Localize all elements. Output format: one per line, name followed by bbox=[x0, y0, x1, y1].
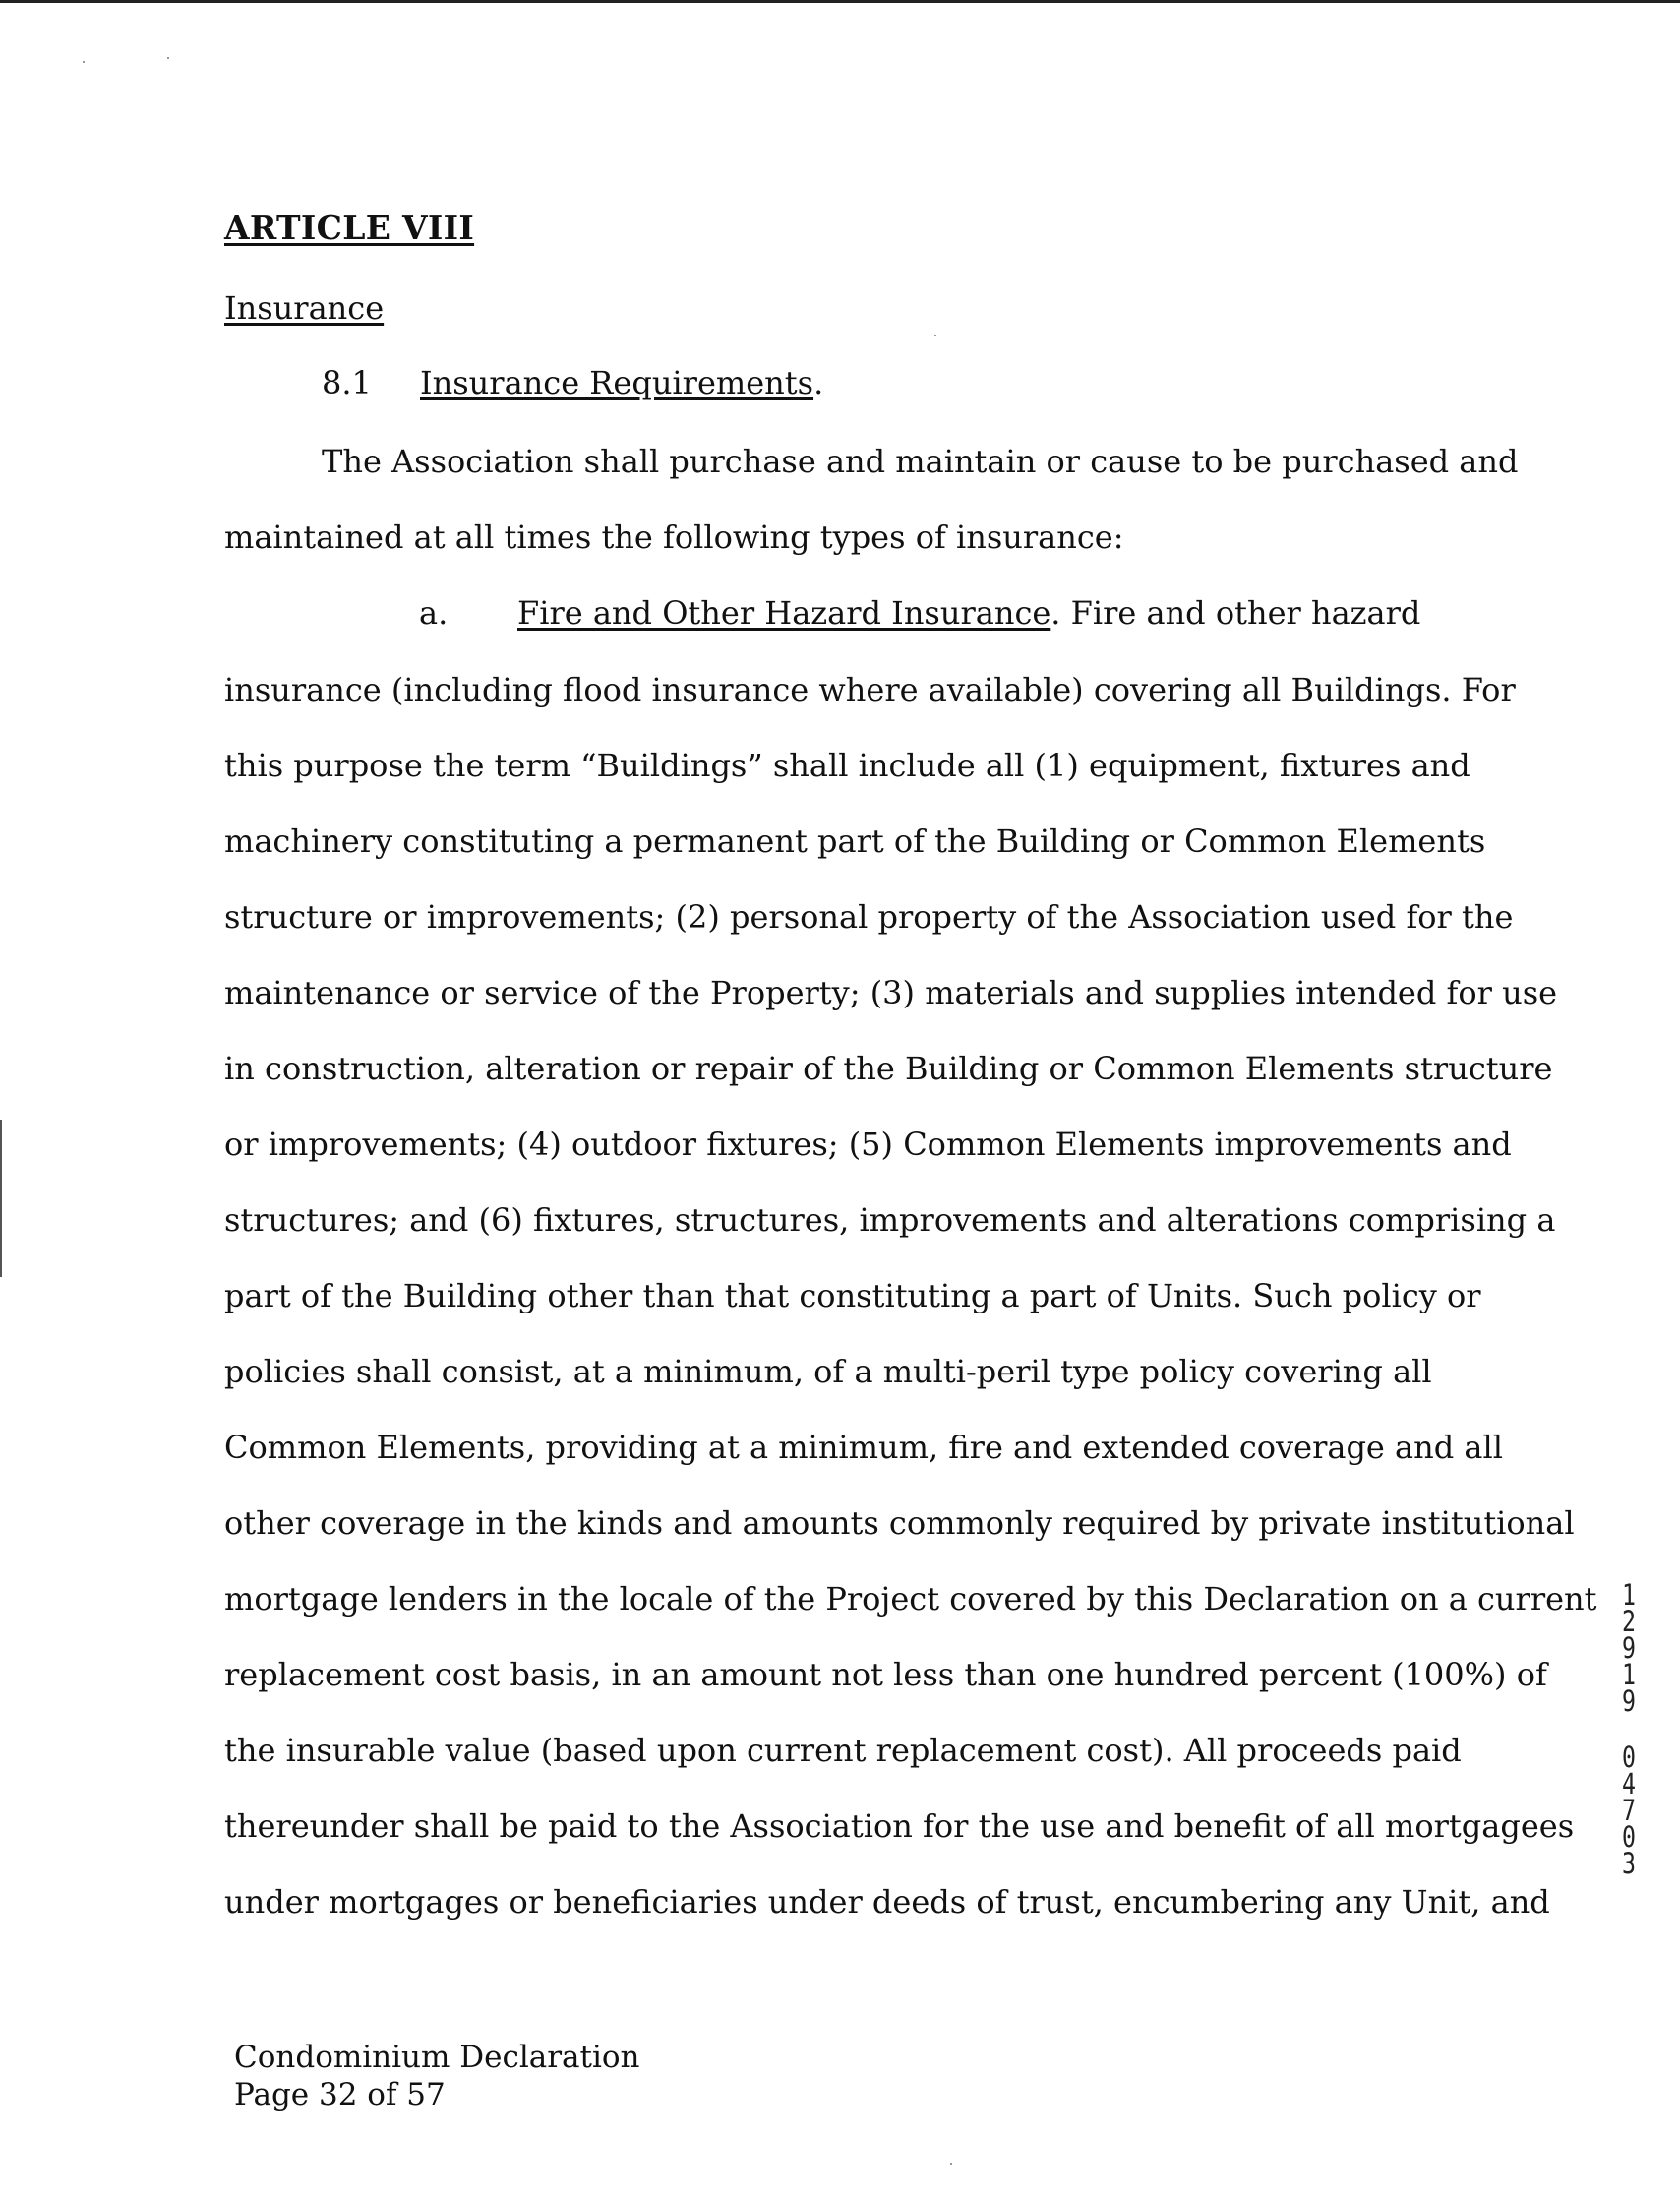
footer-document-title: Condominium Declaration bbox=[234, 2040, 640, 2075]
stamp-digit: 4 bbox=[1622, 1767, 1636, 1801]
stamp-digit: 9 bbox=[1622, 1631, 1636, 1665]
body-line: structures; and (6) fixtures, structures, improvements and alterations comprising a bbox=[224, 1201, 1556, 1239]
scan-speck bbox=[167, 57, 169, 59]
stamp-digit: 1 bbox=[1622, 1578, 1636, 1612]
stamp-digit: 2 bbox=[1622, 1605, 1636, 1638]
scan-speck bbox=[83, 61, 85, 63]
section-title-punct: . bbox=[813, 364, 824, 401]
body-line: Common Elements, providing at a minimum, fire and extended coverage and all bbox=[224, 1429, 1503, 1466]
body-line: machinery constituting a permanent part of the Building or Common Elements bbox=[224, 823, 1486, 860]
stamp-digit: 3 bbox=[1622, 1847, 1636, 1880]
body-line: maintenance or service of the Property; (3) materials and supplies intended for use bbox=[224, 974, 1558, 1011]
body-line: replacement cost basis, in an amount not less than one hundred percent (100%) of bbox=[224, 1656, 1547, 1693]
body-line: in construction, alteration or repair of the Building or Common Elements structure bbox=[224, 1050, 1553, 1087]
body-line: other coverage in the kinds and amounts commonly required by private institutional bbox=[224, 1504, 1575, 1542]
stamp-digit: 0 bbox=[1622, 1740, 1636, 1774]
footer-page-number: Page 32 of 57 bbox=[234, 2077, 446, 2112]
scan-edge-mark bbox=[0, 1120, 2, 1277]
page-footer bbox=[234, 2039, 640, 2113]
body-line: mortgage lenders in the locale of the Project covered by this Declaration on a current bbox=[224, 1580, 1597, 1618]
item-a-heading bbox=[419, 589, 1421, 637]
section-number: 8.1 bbox=[322, 364, 372, 401]
body-line: this purpose the term “Buildings” shall include all (1) equipment, fixtures and bbox=[224, 747, 1470, 784]
item-a-title: Fire and Other Hazard Insurance bbox=[517, 594, 1051, 632]
body-line: part of the Building other than that constituting a part of Units. Such policy or bbox=[224, 1277, 1481, 1314]
intro-line: maintained at all times the following types of insurance: bbox=[224, 519, 1124, 556]
intro-line: The Association shall purchase and maintain or cause to be purchased and bbox=[322, 443, 1519, 480]
scan-top-border bbox=[0, 0, 1680, 3]
body-line: under mortgages or beneficiaries under deeds of trust, encumbering any Unit, and bbox=[224, 1883, 1550, 1921]
item-a-text: . Fire and other hazard bbox=[1050, 594, 1421, 632]
scan-speck bbox=[950, 2163, 952, 2165]
recording-number-stamp bbox=[1615, 1578, 1644, 1880]
item-a-label: a. bbox=[419, 594, 449, 632]
section-heading bbox=[322, 364, 823, 401]
article-heading: ARTICLE VIII bbox=[224, 209, 475, 247]
section-title: Insurance Requirements bbox=[420, 364, 814, 401]
scan-speck bbox=[934, 335, 936, 336]
stamp-digit: 9 bbox=[1622, 1684, 1636, 1718]
body-line: insurance (including flood insurance where available) covering all Buildings. For bbox=[224, 671, 1516, 708]
body-line: policies shall consist, at a minimum, of a multi-peril type policy covering all bbox=[224, 1353, 1432, 1390]
stamp-digit: 1 bbox=[1622, 1658, 1636, 1691]
body-line: thereunder shall be paid to the Association for the use and benefit of all mortgagees bbox=[224, 1807, 1575, 1845]
stamp-digit: 0 bbox=[1622, 1820, 1636, 1854]
body-line: or improvements; (4) outdoor fixtures; (5) Common Elements improvements and bbox=[224, 1126, 1512, 1163]
stamp-digit: 7 bbox=[1622, 1794, 1636, 1827]
body-line: the insurable value (based upon current replacement cost). All proceeds paid bbox=[224, 1732, 1462, 1769]
body-line: structure or improvements; (2) personal property of the Association used for the bbox=[224, 898, 1514, 936]
article-subheading: Insurance bbox=[224, 289, 385, 327]
